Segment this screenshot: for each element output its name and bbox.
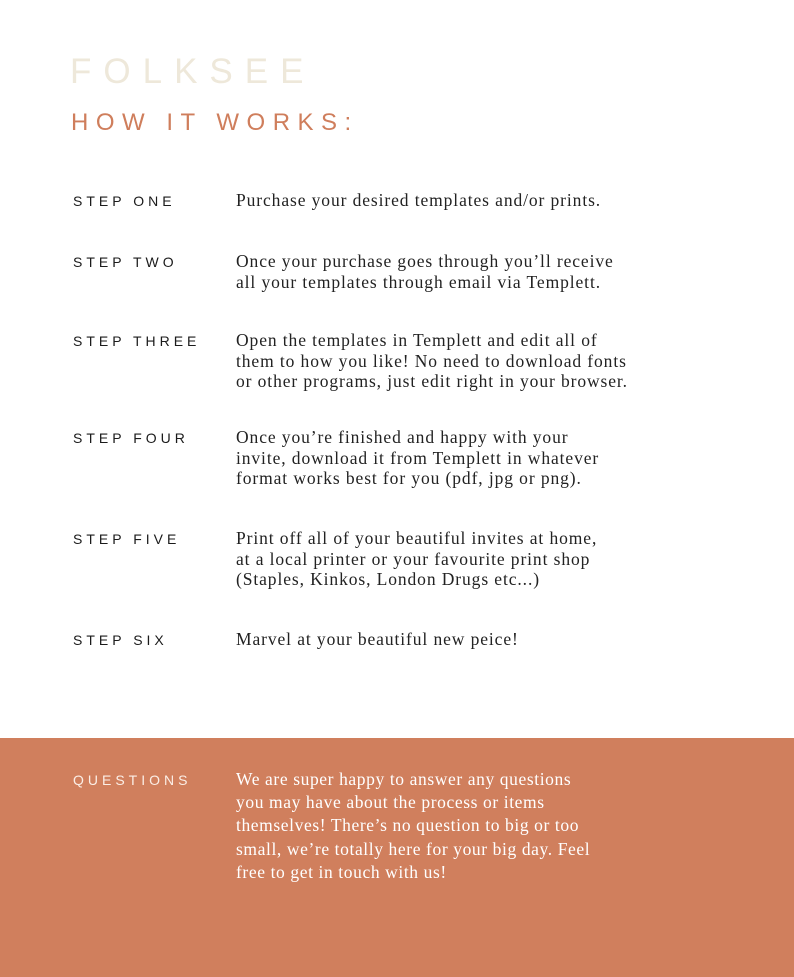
step-three-text: [236, 330, 656, 392]
step-one-text: [236, 190, 656, 211]
step-two-line: all your templates through email via Templett.: [236, 271, 601, 292]
questions-line: you may have about the process or items: [236, 792, 545, 813]
step-five-label: STEP FIVE: [73, 531, 181, 547]
step-two-line: Once your purchase goes through you’ll receive: [236, 251, 614, 271]
questions-line: free to get in touch with us!: [236, 861, 447, 882]
questions-label: QUESTIONS: [73, 772, 192, 788]
step-four-line: Once you’re finished and happy with your: [236, 427, 569, 447]
questions-text: [236, 768, 656, 884]
questions-footer: [0, 738, 794, 977]
step-four-line: invite, download it from Templett in whatever: [236, 447, 600, 468]
step-five-text: [236, 528, 656, 590]
step-three-line: them to how you like! No need to download fonts: [236, 350, 627, 371]
page-heading: HOW IT WORKS:: [71, 109, 359, 136]
step-one-label: STEP ONE: [73, 193, 176, 209]
step-three-line: Open the templates in Templett and edit all of: [236, 330, 598, 350]
step-three-line: or other programs, just edit right in your browser.: [236, 371, 628, 392]
step-four-label: STEP FOUR: [73, 430, 189, 446]
step-six-line: Marvel at your beautiful new peice!: [236, 629, 519, 649]
step-four-line: format works best for you (pdf, jpg or png).: [236, 468, 582, 489]
step-five-line: (Staples, Kinkos, London Drugs etc...): [236, 569, 540, 590]
questions-line: small, we’re totally here for your big day. Feel: [236, 838, 591, 859]
questions-line: themselves! There’s no question to big or too: [236, 815, 580, 836]
brand-logo-text: FOLKSEE: [70, 52, 316, 91]
step-five-line: at a local printer or your favourite print shop: [236, 548, 591, 569]
step-four-text: [236, 427, 656, 489]
step-six-text: [236, 629, 656, 650]
questions-line: We are super happy to answer any questions: [236, 769, 572, 789]
step-one-line: Purchase your desired templates and/or prints.: [236, 190, 602, 210]
step-three-label: STEP THREE: [73, 333, 201, 349]
step-six-label: STEP SIX: [73, 632, 168, 648]
step-two-label: STEP TWO: [73, 254, 178, 270]
step-five-line: Print off all of your beautiful invites at home,: [236, 528, 598, 548]
step-two-text: [236, 251, 656, 292]
